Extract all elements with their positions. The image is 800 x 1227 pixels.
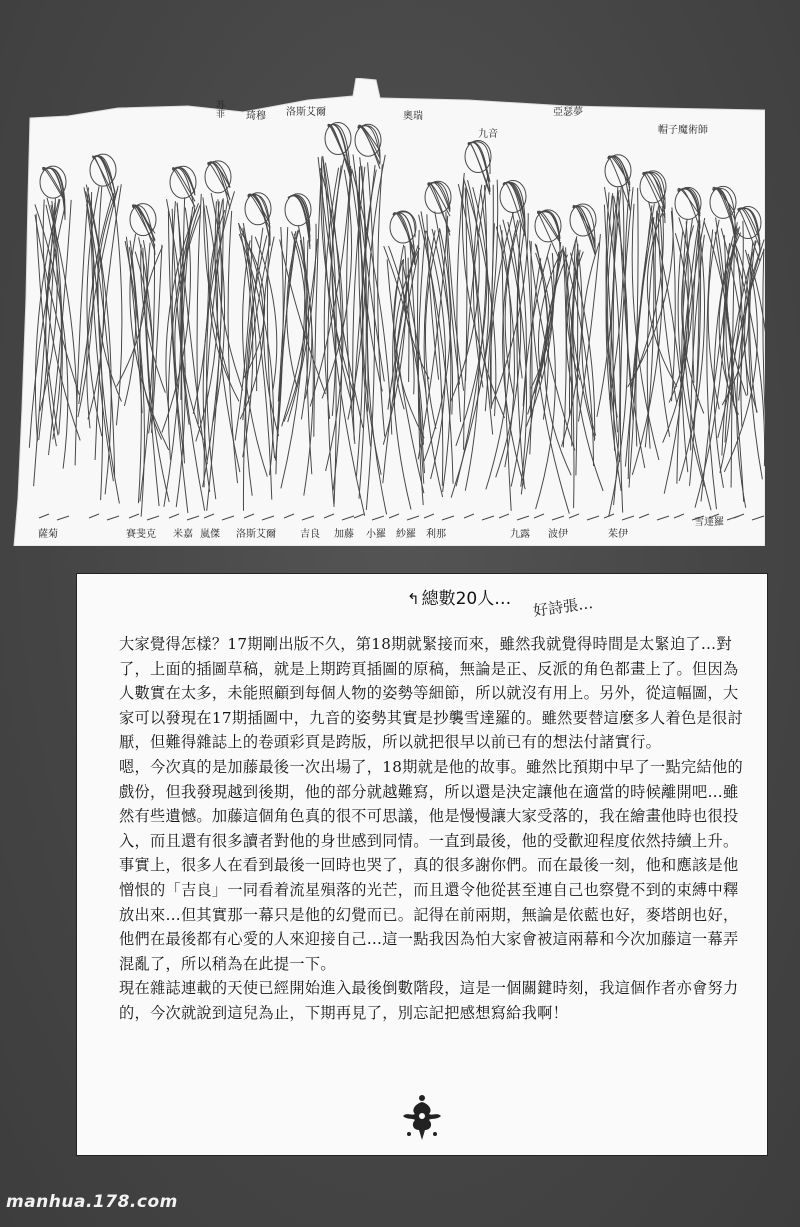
note-heading [407,584,511,609]
label-saju: 薩菊 [38,529,58,540]
label-jiuyin: 九音 [478,129,498,140]
label-lanjie: 嵐傑 [200,529,220,540]
label-kira: 吉良 [300,529,320,540]
label-aorui: 奧瑞 [403,111,423,122]
label-rosiel-top: 洛斯艾爾 [286,107,326,118]
note-body [119,632,747,1026]
label-lina: 利那 [426,529,446,540]
label-kato: 加藤 [334,529,354,540]
label-sophie: 苏菲 [214,100,224,118]
paragraph-2: 嗯，今次真的是加藤最後一次出場了，18期就是他的故事。雖然比預期中早了一點完結他的戲份，但我發現越到後期，他的部分就越難寫，所以還是決定讓他在適當的時候離開吧…雖然有些遺憾。加藤這個角色真的很不可思議，他是慢慢讓大家受落的，我在繪畫他時也很投入，而且還有很多讀者對他的身世感到同情。一直到最後，他的受歡迎程度依然持續上升。事實上，很多人在看到最後一回時也哭了，真的很多謝你們。而在最後一刻，他和應該是他憎恨的「吉良」一同看着流星殞落的光芒，而且還令他從甚至連自己也察覺不到的束縛中釋放出來…但其實那一幕只是他的幻覺而已。記得在前兩期，無論是依藍也好，麥塔朗也好，他們在最後都有心愛的人來迎接自己…這一點我因為怕大家會被這兩幕和今次加藤這一幕弄混亂了，所以稍為在此提一下。 [119,757,743,973]
label-qimu: 琦穆 [246,111,266,122]
paragraph-3: 現在雜誌連載的天使已經開始進入最後倒數階段，這是一個關鍵時刻，我這個作者亦會努力的，今次就說到這兒為止，下期再見了，別忘記把感想寫給我啊！ [119,979,739,1022]
label-hat-magician: 帽子魔術師 [658,125,708,136]
ornament-icon [399,1094,445,1142]
label-jiulu: 九露 [510,529,530,540]
site-watermark: manhua.178.com [6,1192,178,1212]
label-saifeike: 賽斐克 [126,529,156,540]
heading-text: 總數20人… [421,589,512,609]
arrow-icon: ↰ [407,590,420,608]
label-xiaoluo: 小羅 [366,529,386,540]
label-xuedaluo: 雪達羅 [694,517,724,528]
label-mijia: 米嘉 [173,529,193,540]
author-note-panel [76,573,768,1156]
label-arthur: 亞瑟夢 [553,107,583,118]
handwritten-subnote: 好詩張… [532,593,595,621]
label-shaluo: 紗羅 [396,529,416,540]
label-boyi: 波伊 [548,529,568,540]
label-rosiel-bottom: 洛斯艾爾 [236,529,276,540]
character-sketch-illustration [8,78,765,546]
sketch-drawing [8,78,765,546]
label-zhuyi: 茱伊 [608,529,628,540]
paragraph-1: 大家覺得怎樣？17期剛出版不久，第18期就緊接而來，雖然我就覺得時間是太緊迫了…對了，上面的插圖草稿，就是上期跨頁插圖的原稿，無論是正、反派的角色都畫上了。但因為人數實在太多，未能照顧到每個人物的姿勢等細節，所以就沒有用上。另外，從這幅圖，大家可以發現在17期插圖中，九音的姿勢其實是抄襲雪達羅的。雖然要替這麼多人着色是很討厭，但難得雜誌上的卷頭彩頁是跨版，所以就把很早以前已有的想法付諸實行。 [119,635,743,752]
